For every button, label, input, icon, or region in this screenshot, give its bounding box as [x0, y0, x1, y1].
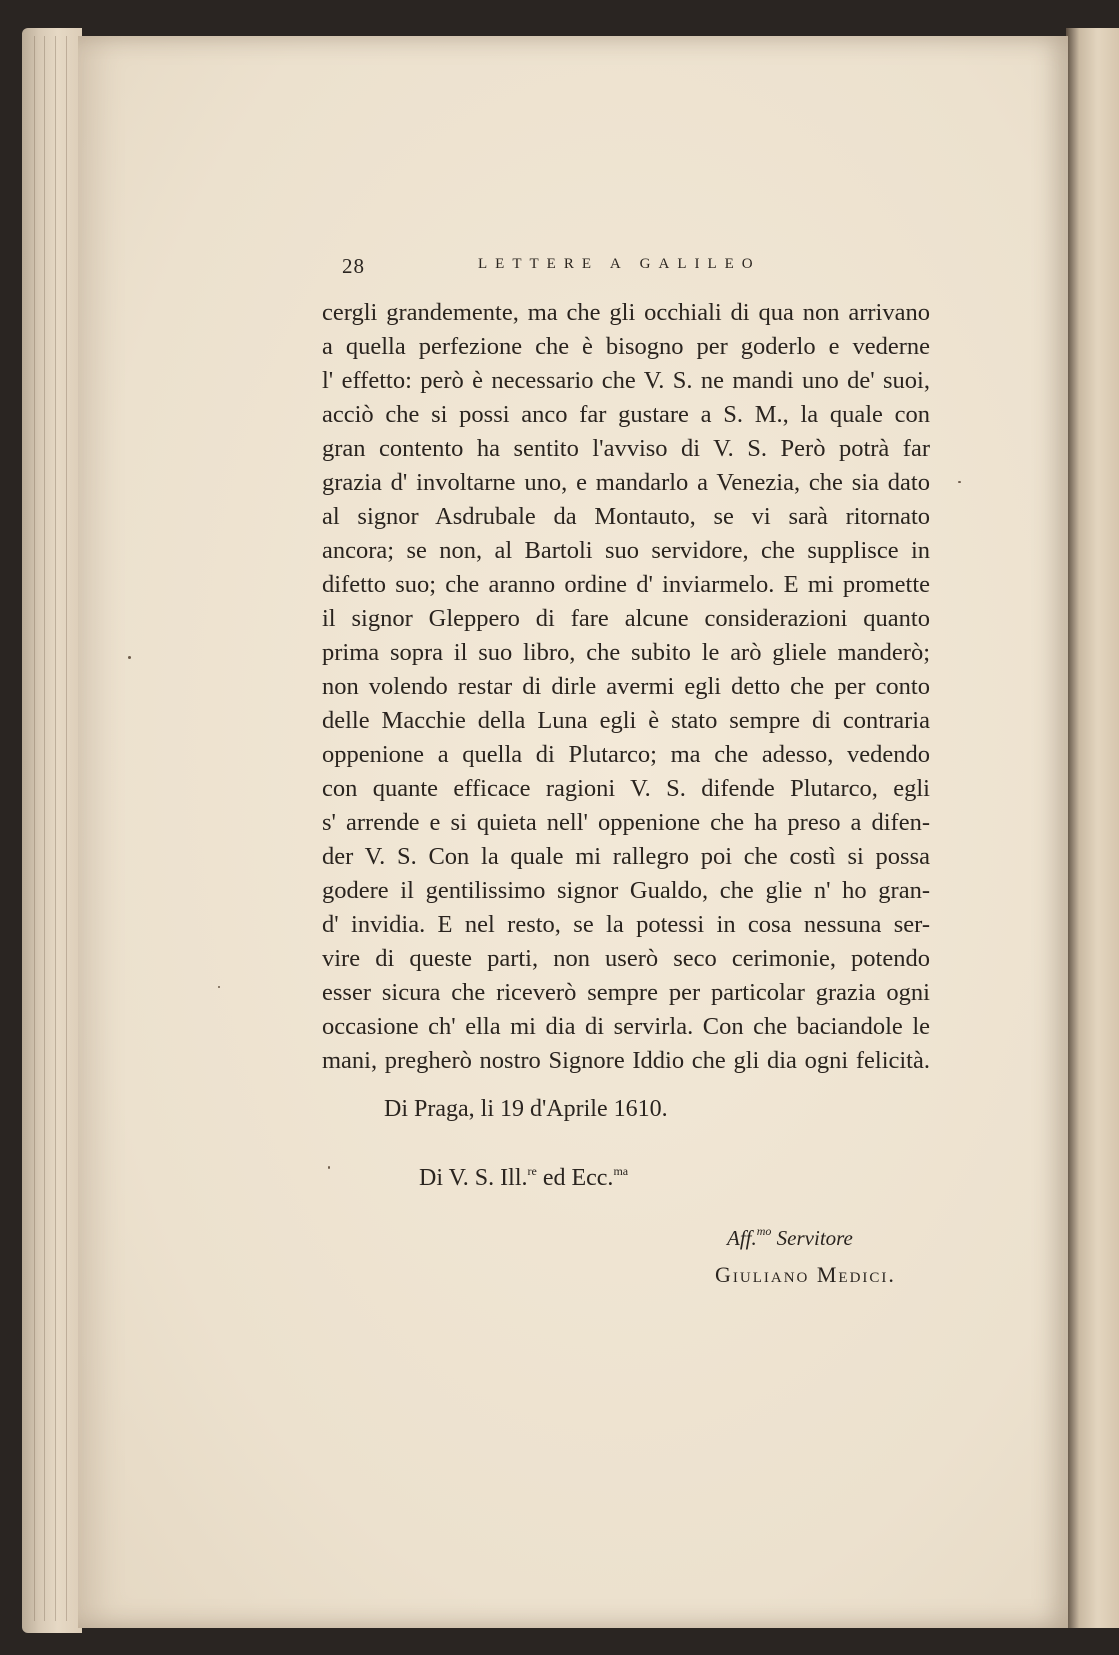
- paper-speck: [958, 481, 961, 483]
- letter-body: [322, 296, 930, 1078]
- signature-title-superscript: mo: [756, 1224, 772, 1238]
- page-stack-line: [34, 36, 35, 1621]
- paper-speck: [328, 1166, 330, 1169]
- text-line: il signor Gleppero di fare alcune considerazioni quanto: [322, 605, 930, 632]
- text-line: a quella perfezione che è bisogno per goderlo e vederne: [322, 333, 930, 360]
- text-line: vire di queste parti, non userò seco cerimonie, potendo: [322, 945, 930, 972]
- text-line: grazia d' involtarne uno, e mandarlo a Venezia, che sia dato: [322, 469, 930, 496]
- text-line: con quante efficace ragioni V. S. difende Plutarco, egli: [322, 775, 930, 802]
- signature-title-text: Aff.: [727, 1226, 757, 1250]
- book-page-edge-right: [1066, 28, 1119, 1628]
- running-title: LETTERE A GALILEO: [478, 256, 761, 272]
- text-line: al signor Asdrubale da Montauto, se vi sarà ritornato: [322, 503, 930, 530]
- salutation-text: ed Ecc.: [536, 1165, 614, 1191]
- text-line: esser sicura che riceverò sempre per particolar grazia ogni: [322, 979, 930, 1006]
- text-line: difetto suo; che aranno ordine d' inviarmelo. E mi promette: [322, 571, 930, 598]
- salutation-superscript: re: [527, 1164, 537, 1178]
- text-line: cergli grandemente, ma che gli occhiali di qua non arrivano: [322, 299, 930, 326]
- paper-speck: [218, 986, 220, 988]
- salutation-superscript: ma: [613, 1164, 629, 1178]
- signature-name: Giuliano Medici.: [715, 1262, 896, 1287]
- text-line: d' invidia. E nel resto, se la potessi in cosa nessuna ser-: [322, 911, 930, 938]
- salutation: [419, 1164, 628, 1192]
- salutation-text: Di V. S. Ill.: [419, 1165, 528, 1191]
- running-header: [342, 254, 1002, 286]
- text-line: godere il gentilissimo signor Gualdo, che glie n' ho gran-: [322, 877, 930, 904]
- text-line: s' arrende e si quieta nell' oppenione che ha preso a difen-: [322, 809, 930, 836]
- text-line: delle Macchie della Luna egli è stato sempre di contraria: [322, 707, 930, 734]
- text-line: prima sopra il suo libro, che subito le arò gliele manderò;: [322, 639, 930, 666]
- signature-title: [727, 1224, 853, 1251]
- text-line: oppenione a quella di Plutarco; ma che adesso, vedendo: [322, 741, 930, 768]
- text-line: l' effetto: però è necessario che V. S. ne mandi uno de' suoi,: [322, 367, 930, 394]
- book-page-stack-left: [22, 28, 82, 1633]
- page-number: 28: [342, 254, 365, 278]
- paper-speck: [128, 656, 131, 659]
- text-line: non volendo restar di dirle avermi egli detto che per conto: [322, 673, 930, 700]
- signature-title-text: Servitore: [771, 1226, 853, 1250]
- text-line: ancora; se non, al Bartoli suo servidore, che supplisce in: [322, 537, 930, 564]
- text-line: mani, pregherò nostro Signore Iddio che gli dia ogni felicità.: [322, 1047, 930, 1074]
- text-line: der V. S. Con la quale mi rallegro poi che costì si possa: [322, 843, 930, 870]
- text-line: gran contento ha sentito l'avviso di V. S. Però potrà far: [322, 435, 930, 462]
- page-stack-line: [44, 36, 45, 1621]
- page-stack-line: [66, 36, 67, 1621]
- text-line: occasione ch' ella mi dia di servirla. Con che baciandole le: [322, 1013, 930, 1040]
- text-line: acciò che si possi anco far gustare a S. M., la quale con: [322, 401, 930, 428]
- page-stack-line: [55, 36, 56, 1621]
- dateline: Di Praga, li 19 d'Aprile 1610.: [384, 1096, 668, 1122]
